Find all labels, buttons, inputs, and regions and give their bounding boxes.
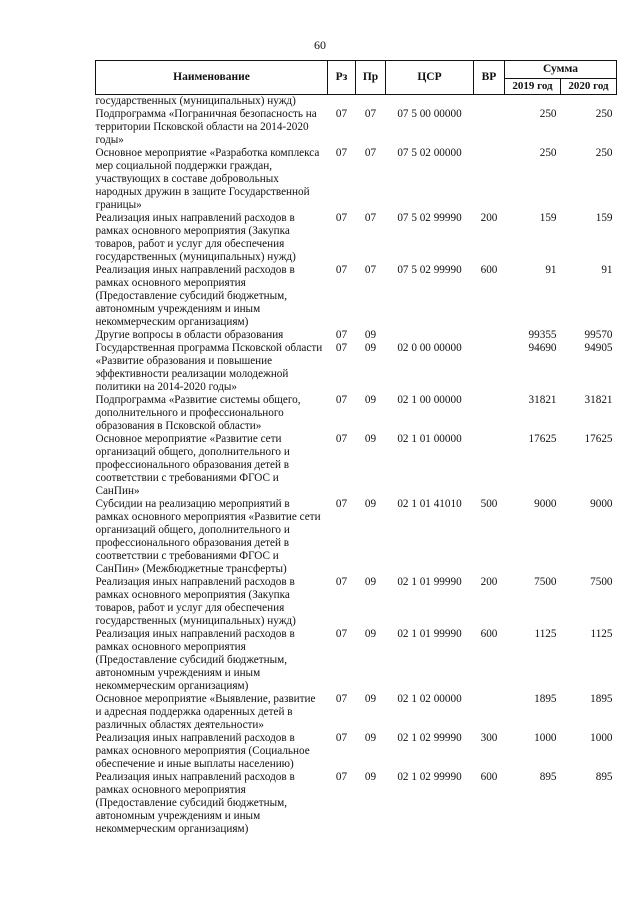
cell-vr [474,693,505,732]
cell-pr: 09 [364,329,377,341]
cell-rz: 07 [335,732,348,744]
cell-2019: 250 [539,108,557,120]
cell-csr: 02 1 02 99990 [397,732,462,744]
cell-rz: 07 [335,212,348,224]
cell-pr: 09 [364,628,377,640]
cell-vr: 300 [480,732,498,744]
cell-pr [356,95,386,109]
cell-2020: 1000 [590,732,613,744]
cell-name: Реализация иных направлений расходов в рамках основного мероприятия (Предоставление субсидий бюджетным, автономным учреждениям и иным некоммерческим организациям) [95,771,295,835]
cell-pr: 07 [364,212,377,224]
cell-name: Основное мероприятие «Развитие сети организаций общего, дополнительного и профессионального образования детей в соответствии с требованиями ФГОС и СанПин» [95,433,290,497]
cell-2020 [561,95,617,109]
cell-2020: 9000 [590,498,613,510]
cell-name: Основное мероприятие «Разработка комплекса мер социальной поддержки граждан, участвующих в составе добровольных народных дружин в защите Государственной границы» [95,147,320,211]
cell-csr [386,95,474,109]
cell-2019: 1125 [534,628,557,640]
cell-vr: 200 [480,576,498,588]
cell-2020: 250 [595,147,613,159]
cell-name: Другие вопросы в области образования [95,329,284,341]
cell-pr: 07 [364,108,377,120]
cell-vr [474,342,505,394]
cell-2020: 1895 [590,693,613,705]
cell-2019: 91 [545,264,557,276]
table-row [96,498,617,576]
cell-2020: 159 [595,212,613,224]
table-row [96,329,617,342]
cell-2020: 94905 [584,342,613,354]
table-row [96,732,617,771]
cell-2019: 895 [539,771,557,783]
cell-2020: 17625 [584,433,613,445]
cell-vr: 600 [480,628,498,640]
cell-vr [474,147,505,212]
cell-csr: 07 5 02 99990 [397,212,462,224]
cell-name: Подпрограмма «Пограничная безопасность на территории Псковской области на 2014-2020 годы» [95,108,317,146]
cell-pr: 09 [364,342,377,354]
cell-csr: 07 5 00 00000 [397,108,462,120]
cell-vr [474,329,505,342]
cell-csr [386,329,474,342]
cell-name: Государственная программа Псковской области «Развитие образования и повышение эффективности реализации молодежной политики на 2014-2020 годы» [95,342,323,393]
cell-name: Реализация иных направлений расходов в рамках основного мероприятия (Предоставление субсидий бюджетным, автономным учреждениям и иным некоммерческим организациям) [95,264,295,328]
header-2019: 2019 год [505,79,561,95]
cell-2020: 91 [601,264,613,276]
table-row [96,108,617,147]
cell-2019: 250 [539,147,557,159]
table-header [96,61,617,95]
cell-csr: 07 5 02 00000 [397,147,462,159]
table-row [96,771,617,836]
cell-csr: 07 5 02 99990 [397,264,462,276]
cell-2019: 7500 [534,576,557,588]
cell-csr: 02 1 01 41010 [397,498,462,510]
cell-rz: 07 [335,264,348,276]
cell-2019: 1895 [534,693,557,705]
cell-2019 [505,95,561,109]
cell-vr: 500 [480,498,498,510]
page-number: 60 [314,38,326,52]
cell-csr: 02 1 01 99990 [397,576,462,588]
table-row [96,433,617,498]
table-row [96,147,617,212]
cell-rz: 07 [335,394,348,406]
cell-2019: 17625 [528,433,557,445]
cell-name: Реализация иных направлений расходов в рамках основного мероприятия (Закупка товаров, работ и услуг для обеспечения государственных (муниципальных) нужд) [95,576,296,627]
cell-vr: 600 [480,771,498,783]
cell-name: Подпрограмма «Развитие системы общего, дополнительного и профессионального образования в Псковской области» [95,394,301,432]
table-row [96,628,617,693]
cell-2019: 94690 [528,342,557,354]
cell-name: Реализация иных направлений расходов в рамках основного мероприятия (Предоставление субсидий бюджетным, автономным учреждениям и иным некоммерческим организациям) [95,628,295,692]
table-row [96,264,617,329]
cell-2019: 99355 [528,329,557,341]
cell-rz: 07 [335,342,348,354]
header-2020: 2020 год [561,79,617,95]
cell-rz [328,95,356,109]
table-row [96,212,617,264]
cell-name: Основное мероприятие «Выявление, развитие и адресная поддержка одаренных детей в различных областях деятельности» [95,693,316,731]
cell-2019: 31821 [528,394,557,406]
budget-table [95,60,617,836]
cell-vr [474,394,505,433]
cell-pr: 09 [364,498,377,510]
cell-2020: 250 [595,108,613,120]
header-sum: Сумма [505,61,617,79]
cell-rz: 07 [335,628,348,640]
cell-vr: 200 [480,212,498,224]
cell-csr: 02 1 01 00000 [397,433,462,445]
cell-2019: 1000 [534,732,557,744]
header-rz: Рз [328,61,356,95]
table-body [96,95,617,837]
cell-2020: 1125 [590,628,613,640]
cell-vr [474,95,505,109]
cell-2019: 9000 [534,498,557,510]
cell-rz: 07 [335,329,348,341]
cell-pr: 09 [364,693,377,705]
cell-vr: 600 [480,264,498,276]
header-csr: ЦСР [386,61,474,95]
cell-name: Реализация иных направлений расходов в рамках основного мероприятия (Социальное обеспечение и иные выплаты населению) [95,732,310,770]
cell-csr: 02 1 00 00000 [397,394,462,406]
cell-vr [474,433,505,498]
cell-rz: 07 [335,108,348,120]
table-row [96,693,617,732]
cell-name: Реализация иных направлений расходов в рамках основного мероприятия (Закупка товаров, работ и услуг для обеспечения государственных (муниципальных) нужд) [95,212,296,263]
cell-rz: 07 [335,693,348,705]
table-row [96,394,617,433]
cell-name: Субсидии на реализацию мероприятий в рамках основного мероприятия «Развитие сети организаций общего, дополнительного и профессионального образования детей в соответствии с требованиями ФГОС и СанПин» (Межбюджетные трансферты) [95,498,321,575]
cell-rz: 07 [335,433,348,445]
cell-pr: 09 [364,433,377,445]
cell-2019: 159 [539,212,557,224]
cell-rz: 07 [335,498,348,510]
cell-rz: 07 [335,576,348,588]
cell-2020: 31821 [584,394,613,406]
cell-pr: 09 [364,576,377,588]
cell-csr: 02 1 02 99990 [397,771,462,783]
table-row [96,576,617,628]
cell-pr: 09 [364,394,377,406]
cell-rz: 07 [335,771,348,783]
cell-csr: 02 0 00 00000 [397,342,462,354]
cell-csr: 02 1 02 00000 [397,693,462,705]
cell-2020: 895 [595,771,613,783]
cell-pr: 09 [364,771,377,783]
table-row [96,342,617,394]
cell-csr: 02 1 01 99990 [397,628,462,640]
cell-pr: 09 [364,732,377,744]
header-pr: Пр [356,61,386,95]
cell-vr [474,108,505,147]
cell-pr: 07 [364,264,377,276]
cell-2020: 99570 [584,329,613,341]
cell-2020: 7500 [590,576,613,588]
cell-pr: 07 [364,147,377,159]
cell-name: государственных (муниципальных) нужд) [95,95,296,107]
header-name: Наименование [96,61,328,95]
table-row [96,95,617,109]
header-vr: ВР [474,61,505,95]
cell-rz: 07 [335,147,348,159]
